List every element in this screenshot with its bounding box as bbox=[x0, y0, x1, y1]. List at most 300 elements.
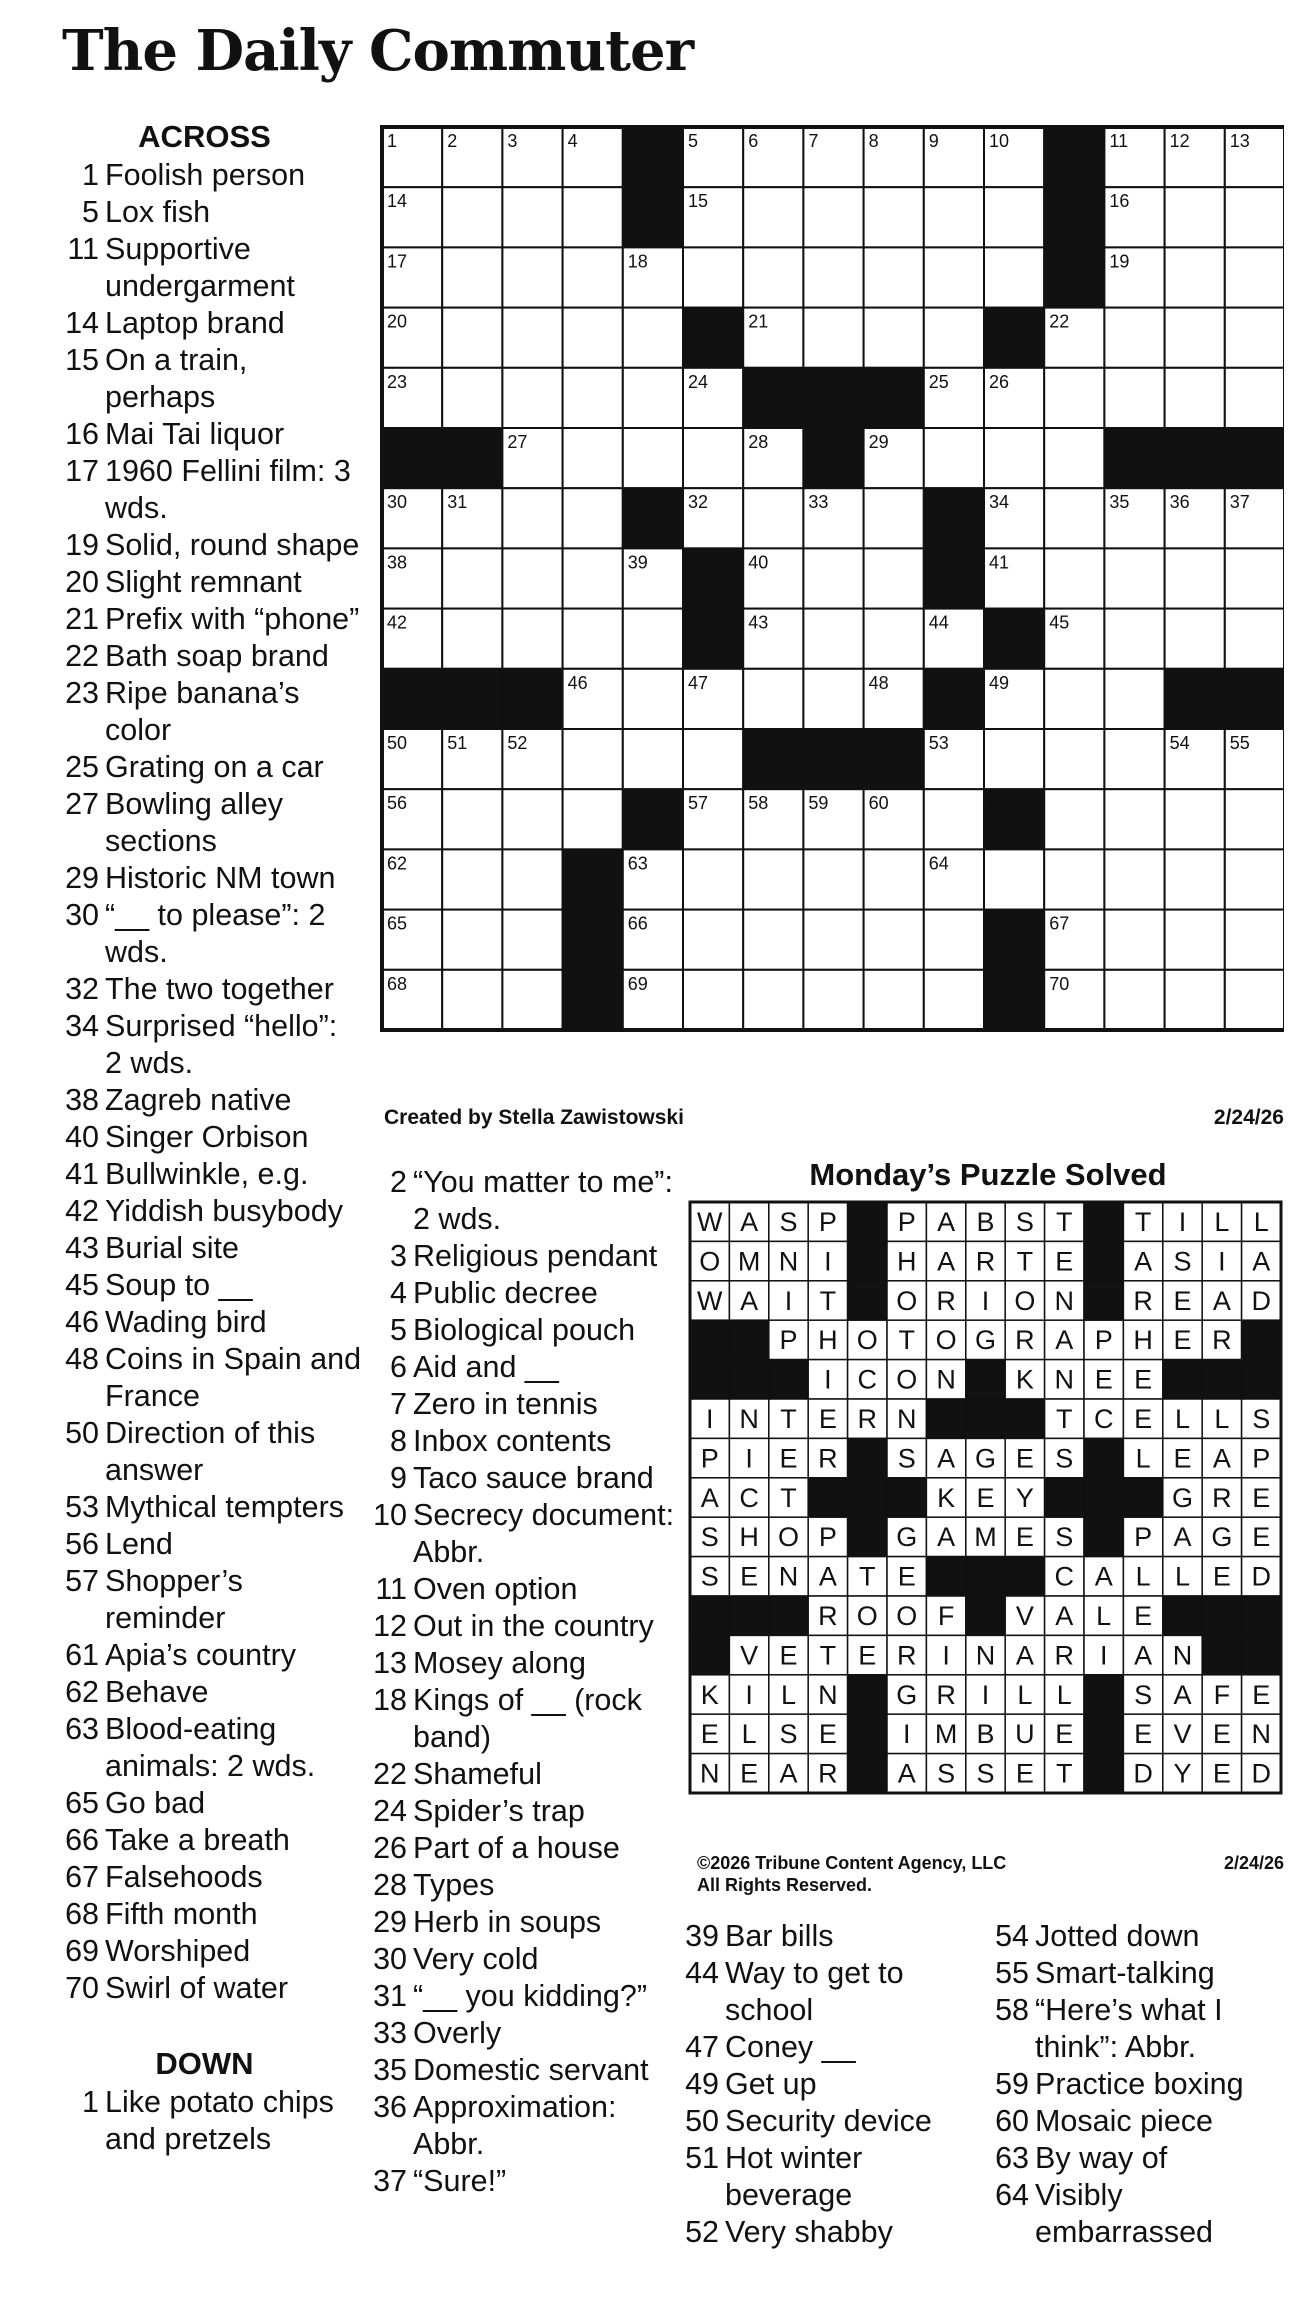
grid-cell[interactable] bbox=[1165, 970, 1225, 1030]
grid-cell[interactable] bbox=[502, 609, 562, 669]
solution-letter: L bbox=[741, 1719, 757, 1750]
grid-cell[interactable] bbox=[924, 247, 984, 307]
grid-cell[interactable] bbox=[1165, 247, 1225, 307]
clue-text: Bowling alley sections bbox=[105, 787, 284, 858]
clue-item bbox=[370, 1460, 680, 1497]
grid-cell[interactable] bbox=[683, 970, 743, 1030]
grid-cell[interactable] bbox=[683, 428, 743, 488]
clue-item bbox=[62, 1822, 362, 1859]
grid-number: 2 bbox=[447, 131, 458, 151]
grid-cell[interactable] bbox=[803, 548, 863, 608]
clue-number: 22 bbox=[373, 1757, 407, 1791]
grid-number: 9 bbox=[928, 131, 939, 151]
grid-block bbox=[563, 910, 623, 970]
grid-cell[interactable] bbox=[984, 187, 1044, 247]
clue-number: 35 bbox=[373, 2053, 407, 2087]
grid-cell[interactable] bbox=[1104, 669, 1164, 729]
grid-cell[interactable] bbox=[442, 308, 502, 368]
grid-cell[interactable] bbox=[502, 368, 562, 428]
grid-cell[interactable] bbox=[683, 729, 743, 789]
solution-letter: A bbox=[1173, 1522, 1192, 1553]
grid-cell[interactable] bbox=[563, 609, 623, 669]
clue-text: Approximation: Abbr. bbox=[413, 2090, 617, 2161]
clue-number: 31 bbox=[373, 1979, 407, 2013]
grid-cell[interactable] bbox=[1165, 308, 1225, 368]
across-clue-column bbox=[62, 118, 362, 2158]
clue-number: 53 bbox=[65, 1490, 99, 1524]
clue-text: Surprised “hello”: 2 wds. bbox=[105, 1009, 338, 1080]
solution-letter: S bbox=[897, 1443, 916, 1474]
grid-block bbox=[743, 729, 803, 789]
grid-cell[interactable] bbox=[803, 910, 863, 970]
grid-number: 5 bbox=[688, 131, 699, 151]
solution-letter: D bbox=[1251, 1285, 1272, 1316]
grid-cell[interactable] bbox=[803, 247, 863, 307]
clue-item bbox=[62, 453, 362, 527]
grid-cell[interactable] bbox=[1225, 789, 1284, 849]
grid-cell[interactable] bbox=[1104, 910, 1164, 970]
clue-number: 12 bbox=[373, 1609, 407, 1643]
clue-item bbox=[62, 1896, 362, 1933]
solution-letter: N bbox=[1054, 1285, 1075, 1316]
grid-number: 38 bbox=[387, 552, 408, 573]
clue-number: 13 bbox=[373, 1646, 407, 1680]
grid-cell[interactable] bbox=[743, 970, 803, 1030]
grid-cell[interactable] bbox=[1104, 849, 1164, 909]
grid-cell[interactable] bbox=[502, 849, 562, 909]
clue-number: 37 bbox=[373, 2164, 407, 2198]
grid-cell[interactable] bbox=[1165, 187, 1225, 247]
clue-item bbox=[62, 1193, 362, 1230]
down-clue-column-2 bbox=[370, 1164, 680, 2200]
clue-item bbox=[62, 194, 362, 231]
solution-block bbox=[1084, 1438, 1123, 1477]
clue-item bbox=[370, 2089, 680, 2163]
solution-letter: E bbox=[1252, 1679, 1271, 1710]
solution-letter: E bbox=[779, 1443, 798, 1474]
clue-text: Swirl of water bbox=[105, 1971, 289, 2005]
grid-cell[interactable] bbox=[864, 247, 924, 307]
solution-letter: P bbox=[818, 1207, 837, 1237]
clue-text: Take a breath bbox=[105, 1823, 290, 1857]
solution-block bbox=[1242, 1360, 1281, 1399]
solution-letter: O bbox=[777, 1522, 800, 1553]
grid-cell[interactable] bbox=[1104, 368, 1164, 428]
clue-number: 40 bbox=[65, 1120, 99, 1154]
clue-item bbox=[992, 1955, 1287, 1992]
grid-cell[interactable] bbox=[924, 308, 984, 368]
grid-cell[interactable] bbox=[984, 849, 1044, 909]
grid-cell[interactable] bbox=[502, 308, 562, 368]
solution-block bbox=[848, 1675, 887, 1714]
clue-text: Practice boxing bbox=[1035, 2067, 1244, 2101]
solution-block bbox=[1005, 1399, 1044, 1438]
grid-cell[interactable] bbox=[1104, 729, 1164, 789]
grid-cell[interactable] bbox=[502, 247, 562, 307]
grid-cell[interactable] bbox=[743, 849, 803, 909]
clue-number: 28 bbox=[373, 1868, 407, 1902]
grid-cell[interactable] bbox=[1225, 247, 1284, 307]
solution-letter: R bbox=[1054, 1640, 1075, 1671]
grid-cell[interactable] bbox=[563, 729, 623, 789]
clue-item bbox=[682, 2103, 982, 2140]
clue-text: Spider’s trap bbox=[413, 1794, 585, 1828]
solution-letter: A bbox=[937, 1443, 956, 1474]
grid-cell[interactable] bbox=[1104, 609, 1164, 669]
solution-letter: R bbox=[818, 1601, 838, 1631]
grid-cell[interactable] bbox=[1104, 548, 1164, 608]
grid-cell[interactable] bbox=[1225, 849, 1284, 909]
clue-item bbox=[62, 1563, 362, 1637]
grid-cell[interactable] bbox=[864, 609, 924, 669]
grid-cell[interactable] bbox=[864, 187, 924, 247]
clue-item bbox=[62, 1711, 362, 1785]
clue-item bbox=[62, 638, 362, 675]
grid-cell[interactable] bbox=[502, 789, 562, 849]
solution-block bbox=[966, 1360, 1005, 1399]
grid-number: 65 bbox=[387, 913, 408, 934]
grid-cell[interactable] bbox=[623, 609, 683, 669]
grid-cell[interactable] bbox=[502, 187, 562, 247]
clue-item bbox=[62, 1859, 362, 1896]
solution-letter: H bbox=[896, 1246, 917, 1277]
grid-block bbox=[382, 669, 442, 729]
grid-cell[interactable] bbox=[563, 308, 623, 368]
grid-cell[interactable] bbox=[442, 548, 502, 608]
clue-item bbox=[62, 1008, 362, 1082]
grid-cell[interactable] bbox=[502, 970, 562, 1030]
clue-text: Mosey along bbox=[413, 1646, 586, 1680]
grid-cell[interactable] bbox=[743, 488, 803, 548]
solution-letter: A bbox=[937, 1207, 956, 1237]
grid-cell[interactable] bbox=[442, 910, 502, 970]
grid-cell[interactable] bbox=[803, 187, 863, 247]
grid-cell[interactable] bbox=[924, 187, 984, 247]
solution-letter: H bbox=[1133, 1325, 1153, 1356]
solution-letter: W bbox=[696, 1207, 723, 1237]
grid-cell[interactable] bbox=[1044, 548, 1104, 608]
grid-block bbox=[924, 488, 984, 548]
grid-cell[interactable] bbox=[623, 729, 683, 789]
clue-text: Zero in tennis bbox=[413, 1387, 598, 1421]
across-header: ACROSS bbox=[138, 119, 271, 154]
grid-block bbox=[803, 428, 863, 488]
grid-cell[interactable] bbox=[442, 247, 502, 307]
clue-item bbox=[370, 1682, 680, 1756]
solution-block bbox=[966, 1596, 1005, 1635]
grid-cell[interactable] bbox=[1165, 609, 1225, 669]
solution-letter: A bbox=[1134, 1246, 1153, 1277]
clue-text: Mosaic piece bbox=[1035, 2104, 1213, 2138]
clue-item bbox=[682, 2029, 982, 2066]
solution-letter: F bbox=[937, 1601, 955, 1631]
clue-text: Shopper’s reminder bbox=[105, 1564, 243, 1635]
grid-cell[interactable] bbox=[683, 849, 743, 909]
grid-cell[interactable] bbox=[623, 368, 683, 428]
grid-cell[interactable] bbox=[563, 247, 623, 307]
grid-cell[interactable] bbox=[803, 849, 863, 909]
grid-cell[interactable] bbox=[623, 669, 683, 729]
solution-letter: R bbox=[975, 1246, 996, 1277]
clue-number: 32 bbox=[65, 972, 99, 1006]
solution-letter: A bbox=[1212, 1285, 1231, 1316]
clue-number: 66 bbox=[65, 1823, 99, 1857]
solution-letter: G bbox=[896, 1679, 918, 1710]
grid-cell[interactable] bbox=[502, 910, 562, 970]
solution-letter: T bbox=[1056, 1758, 1073, 1789]
grid-cell[interactable] bbox=[1225, 609, 1284, 669]
grid-block bbox=[623, 127, 683, 187]
solution-block bbox=[1202, 1596, 1241, 1635]
grid-cell[interactable] bbox=[442, 187, 502, 247]
solution-letter: W bbox=[696, 1285, 723, 1316]
grid-cell[interactable] bbox=[864, 849, 924, 909]
solution-letter: D bbox=[1133, 1758, 1153, 1789]
solution-letter: F bbox=[1213, 1679, 1231, 1710]
solution-letter: R bbox=[818, 1443, 838, 1474]
grid-cell[interactable] bbox=[1225, 548, 1284, 608]
grid-cell[interactable] bbox=[743, 247, 803, 307]
grid-cell[interactable] bbox=[563, 428, 623, 488]
solution-letter: B bbox=[976, 1207, 995, 1237]
clue-number: 25 bbox=[65, 750, 99, 784]
clue-number: 29 bbox=[65, 861, 99, 895]
solution-block bbox=[1084, 1281, 1123, 1320]
solution-letter: N bbox=[936, 1364, 956, 1395]
clue-number: 63 bbox=[65, 1712, 99, 1746]
clue-item bbox=[370, 1608, 680, 1645]
grid-cell[interactable] bbox=[563, 488, 623, 548]
grid-cell[interactable] bbox=[924, 970, 984, 1030]
solution-letter: M bbox=[737, 1246, 761, 1277]
grid-cell[interactable] bbox=[442, 849, 502, 909]
grid-cell[interactable] bbox=[1044, 849, 1104, 909]
clue-item bbox=[370, 1645, 680, 1682]
grid-block bbox=[623, 789, 683, 849]
grid-number: 68 bbox=[387, 973, 408, 994]
grid-cell[interactable] bbox=[864, 548, 924, 608]
clue-text: “__ you kidding?” bbox=[413, 1979, 647, 2013]
solution-letter: E bbox=[1252, 1522, 1271, 1553]
grid-cell[interactable] bbox=[924, 428, 984, 488]
grid-number: 49 bbox=[989, 672, 1010, 693]
grid-cell[interactable] bbox=[1225, 970, 1284, 1030]
grid-block bbox=[683, 548, 743, 608]
solution-letter: I bbox=[1218, 1246, 1226, 1277]
grid-number: 27 bbox=[507, 432, 528, 452]
solution-letter: N bbox=[778, 1561, 799, 1592]
clue-number: 59 bbox=[995, 2067, 1029, 2101]
solution-block bbox=[848, 1202, 887, 1241]
clue-number: 39 bbox=[685, 1919, 719, 1953]
grid-block bbox=[683, 609, 743, 669]
grid-cell[interactable] bbox=[1225, 308, 1284, 368]
solution-letter: E bbox=[740, 1561, 759, 1592]
grid-cell[interactable] bbox=[984, 729, 1044, 789]
grid-cell[interactable] bbox=[442, 970, 502, 1030]
clue-item bbox=[370, 2015, 680, 2052]
copyright-line-2: All Rights Reserved. bbox=[697, 1875, 873, 1895]
grid-cell[interactable] bbox=[502, 548, 562, 608]
grid-block bbox=[1104, 428, 1164, 488]
clue-number: 11 bbox=[67, 232, 99, 266]
solution-letter: R bbox=[1015, 1325, 1035, 1356]
clue-text: Overly bbox=[413, 2016, 502, 2050]
clue-item bbox=[370, 1793, 680, 1830]
grid-cell[interactable] bbox=[924, 910, 984, 970]
grid-cell[interactable] bbox=[683, 247, 743, 307]
grid-cell[interactable] bbox=[803, 669, 863, 729]
grid-cell[interactable] bbox=[743, 910, 803, 970]
grid-cell[interactable] bbox=[683, 910, 743, 970]
solution-block bbox=[1045, 1478, 1084, 1517]
grid-cell[interactable] bbox=[442, 368, 502, 428]
grid-cell[interactable] bbox=[1044, 428, 1104, 488]
grid-cell[interactable] bbox=[984, 428, 1044, 488]
clue-number: 1 bbox=[82, 2085, 99, 2119]
clue-number: 50 bbox=[65, 1416, 99, 1450]
solution-letter: A bbox=[1212, 1443, 1231, 1474]
grid-number: 57 bbox=[688, 793, 709, 814]
clue-text: Fifth month bbox=[105, 1897, 258, 1931]
grid-number: 17 bbox=[387, 251, 408, 272]
solution-letter: E bbox=[1015, 1758, 1034, 1789]
solution-letter: N bbox=[1251, 1719, 1272, 1750]
grid-cell[interactable] bbox=[1165, 368, 1225, 428]
grid-cell[interactable] bbox=[1225, 368, 1284, 428]
clue-item bbox=[370, 1312, 680, 1349]
grid-cell[interactable] bbox=[502, 488, 562, 548]
grid-number: 60 bbox=[868, 793, 889, 814]
clue-number: 41 bbox=[65, 1157, 99, 1191]
clue-item bbox=[62, 564, 362, 601]
solution-block bbox=[808, 1478, 847, 1517]
grid-number: 37 bbox=[1229, 492, 1250, 513]
grid-block bbox=[984, 308, 1044, 368]
grid-cell[interactable] bbox=[1225, 187, 1284, 247]
solution-grid bbox=[688, 1200, 1284, 1850]
grid-cell[interactable] bbox=[803, 308, 863, 368]
grid-number: 16 bbox=[1109, 191, 1130, 212]
grid-cell[interactable] bbox=[1044, 488, 1104, 548]
page-title: The Daily Commuter bbox=[62, 18, 694, 84]
grid-cell[interactable] bbox=[864, 910, 924, 970]
solution-letter: A bbox=[740, 1207, 759, 1237]
grid-cell[interactable] bbox=[1225, 910, 1284, 970]
grid-cell[interactable] bbox=[563, 368, 623, 428]
solution-block bbox=[769, 1596, 808, 1635]
grid-number: 18 bbox=[627, 251, 648, 272]
grid-cell[interactable] bbox=[1044, 669, 1104, 729]
clue-number: 51 bbox=[685, 2141, 719, 2175]
clue-item bbox=[62, 1267, 362, 1304]
solution-block bbox=[848, 1281, 887, 1320]
puzzle-credit: Created by Stella Zawistowski bbox=[384, 1106, 684, 1129]
grid-cell[interactable] bbox=[442, 789, 502, 849]
clue-number: 14 bbox=[65, 306, 99, 340]
grid-cell[interactable] bbox=[563, 789, 623, 849]
grid-cell[interactable] bbox=[1104, 308, 1164, 368]
solution-letter: L bbox=[1174, 1561, 1191, 1592]
grid-cell[interactable] bbox=[563, 187, 623, 247]
solution-letter: A bbox=[818, 1561, 837, 1592]
clue-item bbox=[370, 1238, 680, 1275]
grid-number: 45 bbox=[1049, 612, 1070, 633]
grid-cell[interactable] bbox=[1165, 548, 1225, 608]
solution-block bbox=[926, 1399, 965, 1438]
grid-cell[interactable] bbox=[864, 308, 924, 368]
grid-cell[interactable] bbox=[803, 970, 863, 1030]
grid-cell[interactable] bbox=[1104, 970, 1164, 1030]
clue-number: 20 bbox=[65, 565, 99, 599]
grid-cell[interactable] bbox=[1104, 789, 1164, 849]
clue-text: Laptop brand bbox=[105, 306, 285, 340]
grid-number: 69 bbox=[627, 973, 648, 994]
solution-block bbox=[887, 1478, 926, 1517]
clue-item bbox=[62, 1489, 362, 1526]
grid-cell[interactable] bbox=[1165, 910, 1225, 970]
grid-number: 34 bbox=[989, 492, 1010, 513]
grid-cell[interactable] bbox=[1044, 789, 1104, 849]
grid-cell[interactable] bbox=[864, 488, 924, 548]
clue-number: 3 bbox=[390, 1239, 407, 1273]
grid-number: 40 bbox=[748, 552, 769, 573]
solution-letter: T bbox=[1134, 1207, 1152, 1237]
grid-cell[interactable] bbox=[563, 548, 623, 608]
clue-text: Zagreb native bbox=[105, 1083, 292, 1117]
grid-cell[interactable] bbox=[743, 187, 803, 247]
grid-cell[interactable] bbox=[1165, 849, 1225, 909]
grid-cell[interactable] bbox=[803, 609, 863, 669]
grid-cell[interactable] bbox=[1044, 729, 1104, 789]
grid-cell[interactable] bbox=[623, 428, 683, 488]
solution-letter: O bbox=[856, 1325, 878, 1356]
grid-cell[interactable] bbox=[864, 970, 924, 1030]
clue-number: 30 bbox=[65, 898, 99, 932]
clue-number: 45 bbox=[65, 1268, 99, 1302]
clue-item bbox=[370, 2163, 680, 2200]
grid-cell[interactable] bbox=[623, 308, 683, 368]
clue-item bbox=[682, 1918, 982, 1955]
clue-item bbox=[62, 897, 362, 971]
grid-cell[interactable] bbox=[984, 247, 1044, 307]
grid-block bbox=[743, 368, 803, 428]
grid-number: 61 bbox=[989, 793, 1010, 814]
grid-number: 47 bbox=[688, 672, 709, 693]
grid-cell[interactable] bbox=[1044, 368, 1104, 428]
clue-number: 60 bbox=[995, 2104, 1029, 2138]
clue-number: 5 bbox=[82, 195, 99, 229]
solution-letter: T bbox=[819, 1640, 837, 1671]
clue-text: Visibly embarrassed bbox=[1035, 2178, 1213, 2249]
grid-block bbox=[803, 368, 863, 428]
solution-block bbox=[1202, 1360, 1241, 1399]
grid-cell[interactable] bbox=[924, 789, 984, 849]
clue-item bbox=[370, 1756, 680, 1793]
solution-block bbox=[926, 1557, 965, 1596]
solution-letter: D bbox=[1251, 1758, 1272, 1789]
clue-number: 8 bbox=[390, 1424, 407, 1458]
grid-cell[interactable] bbox=[743, 669, 803, 729]
clue-text: Apia’s country bbox=[105, 1638, 297, 1672]
solution-block bbox=[1084, 1202, 1123, 1241]
grid-cell[interactable] bbox=[442, 609, 502, 669]
solution-title: Monday’s Puzzle Solved bbox=[809, 1157, 1167, 1192]
grid-cell[interactable] bbox=[1165, 789, 1225, 849]
clue-text: Very cold bbox=[413, 1942, 539, 1976]
grid-number: 46 bbox=[567, 672, 588, 693]
clue-text: Like potato chips and pretzels bbox=[105, 2085, 334, 2156]
